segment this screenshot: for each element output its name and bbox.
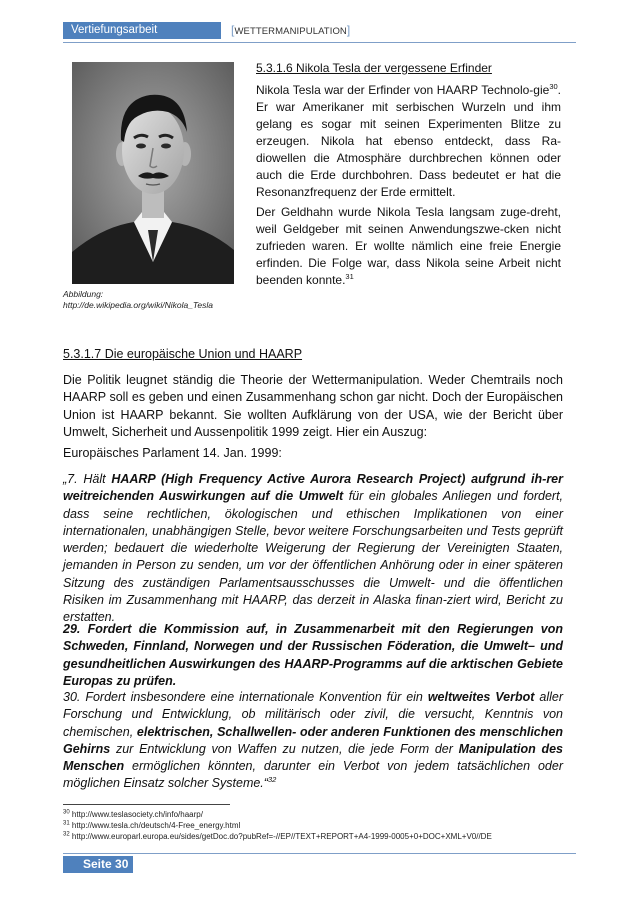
quote-7-lead: „7. Hält [63, 472, 112, 486]
section-heading-eu: 5.3.1.7 Die europäische Union und HAARP [63, 347, 303, 361]
footnote-30 [63, 810, 203, 820]
footnote-32-link[interactable]: http://www.europarl.europa.eu/sides/getDoc.do?pubRef=-//EP//TEXT+REPORT+A4-1999-0005+0+DOC+XML+V0//DE [71, 832, 492, 841]
footnote-divider [63, 804, 230, 805]
tesla-paragraph-1-text-b: . Er war Amerikaner mit serbischen Wurzeln und ihm gelang es sogar mit seinen Experimenten Blitze zu erzeugen. Nikola hat ebenso entdeckt, dass Ra-diowellen die Atmosphäre durchbrechen können oder auch die Erde durchbohren. Dass bedeutet er hat die Resonanzfrequenz der Erde ermittelt. [256, 83, 561, 199]
header-document-type: Vertiefungsarbeit [63, 22, 221, 39]
header-bracket-close: ] [346, 23, 351, 37]
footnote-31 [63, 821, 240, 831]
quote-point-30 [63, 689, 563, 793]
footer-divider [63, 853, 576, 854]
figure-caption-label: Abbildung: [63, 289, 104, 299]
tesla-paragraph-2-text: Der Geldhahn wurde Nikola Tesla langsam zuge-dreht, weil Geldgeber mit seinen Anwendungszwe-cken nicht zufrieden waren. Er wollte nämlich eine freie Energie erfinden. Die Folge war, dass Nikola seine Arbeit nicht beenden konnte. [256, 205, 561, 287]
header-title-text: WETTERMANIPULATION [234, 26, 347, 37]
footnote-ref-31: 31 [345, 272, 354, 281]
footnote-30-link[interactable]: http://www.teslasociety.ch/info/haarp/ [71, 810, 203, 819]
footnote-31-link[interactable]: http://www.tesla.ch/deutsch/4-Free_energy.html [71, 821, 241, 830]
footnote-32-number: 32 [63, 831, 70, 838]
tesla-portrait-image [72, 62, 234, 284]
quote-7-bold: HAARP (High Frequency Active Aurora Research Project) aufgrund ih-rer weitreichenden Auswirkungen auf die Umwelt [63, 472, 563, 504]
figure-caption [63, 289, 253, 311]
quote-30-part-a: 30. Fordert insbesondere eine internationale Konvention für ein [63, 690, 428, 704]
parliament-date-line: Europäisches Parlament 14. Jan. 1999: [63, 446, 282, 460]
quote-7-rest: für ein globales Anliegen und fordert, dass seine rechtlichen, ökologischen und ethischen Implikationen von einer internationalen, unabhängigen Stelle, bevor weitere Forschungsarbeiten und Tests geprüft werden; bedauert die wiederholte Weigerung der Regierung der Vereinigten Staaten, jemanden in Person zu senden, um vor der öffentlichen Anhörung oder in einer späteren Sitzung des zuständigen Parlamentsausschusses die Umwelt- und die öffentlichen Risiken im Zusammenhang mit HAARP, das derzeit in Alaska finan-ziert wird, Bericht zu erstatten. [63, 489, 564, 625]
page-number: Seite 30 [63, 856, 133, 873]
portrait-illustration [72, 62, 234, 284]
tesla-paragraph-1 [256, 82, 561, 201]
quote-30-part-d: zur Entwicklung von Waffen zu nutzen, die jede Form der [110, 741, 459, 756]
quote-30-bold-1: weltweites Verbot [427, 690, 535, 704]
quote-30-bold-3: Manipulation des Menschen [63, 741, 564, 774]
footnote-31-number: 31 [63, 820, 70, 827]
header-bracket-open: [ [231, 23, 235, 37]
quote-30-bold-2: elektrischen, Schallwellen- oder anderen Funktionen des menschlichen Gehirns [63, 724, 563, 756]
footnote-ref-32: 32 [267, 775, 277, 785]
eu-intro-paragraph: Die Politik leugnet ständig die Theorie der Wettermanipulation. Weder Chemtrails noch HAARP soll es geben und einen Zusammenhang schon gar nicht. Doch der Europäischen Union ist HAARP bekannt. Sie wollten Aufklärung von der USA, wie der Bericht über Umwelt, Sicherheit und Aussenpolitik 1999 zeigt. Hier ein Auszug: [63, 373, 563, 439]
quote-point-29: 29. Fordert die Kommission auf, in Zusammenarbeit mit den Regierungen von Schweden, Finnland, Norwegen und der Russischen Föderation, die Umwelt– und gesundheitlichen Auswirkungen des HAARP-Programms auf die arktischen Gebiete Europas zu prüfen. [63, 622, 563, 688]
section-heading-tesla: 5.3.1.6 Nikola Tesla der vergessene Erfinder [256, 61, 492, 75]
header-divider [63, 42, 576, 43]
tesla-paragraph-1-text-a: Nikola Tesla war der Erfinder von HAARP Technolo-gie [256, 83, 550, 97]
quote-30-part-e: ermöglichen könnten, darunter ein Verbot von jedem tatsächlichen oder möglichen Einsatz solcher Systeme.“ [63, 759, 563, 791]
quote-30-part-c: aller Forschung und Entwicklung, ob militärisch oder zivil, die versucht, Kenntnis von chemischen, [63, 690, 564, 739]
quote-point-7 [63, 471, 563, 627]
tesla-paragraph-2 [256, 204, 561, 289]
figure-caption-source: http://de.wikipedia.org/wiki/Nikola_Tesla [63, 300, 213, 310]
footnote-ref-30: 30 [549, 82, 558, 91]
footnote-30-number: 30 [63, 809, 70, 816]
header-document-title [231, 22, 350, 39]
footnote-32 [63, 832, 492, 842]
